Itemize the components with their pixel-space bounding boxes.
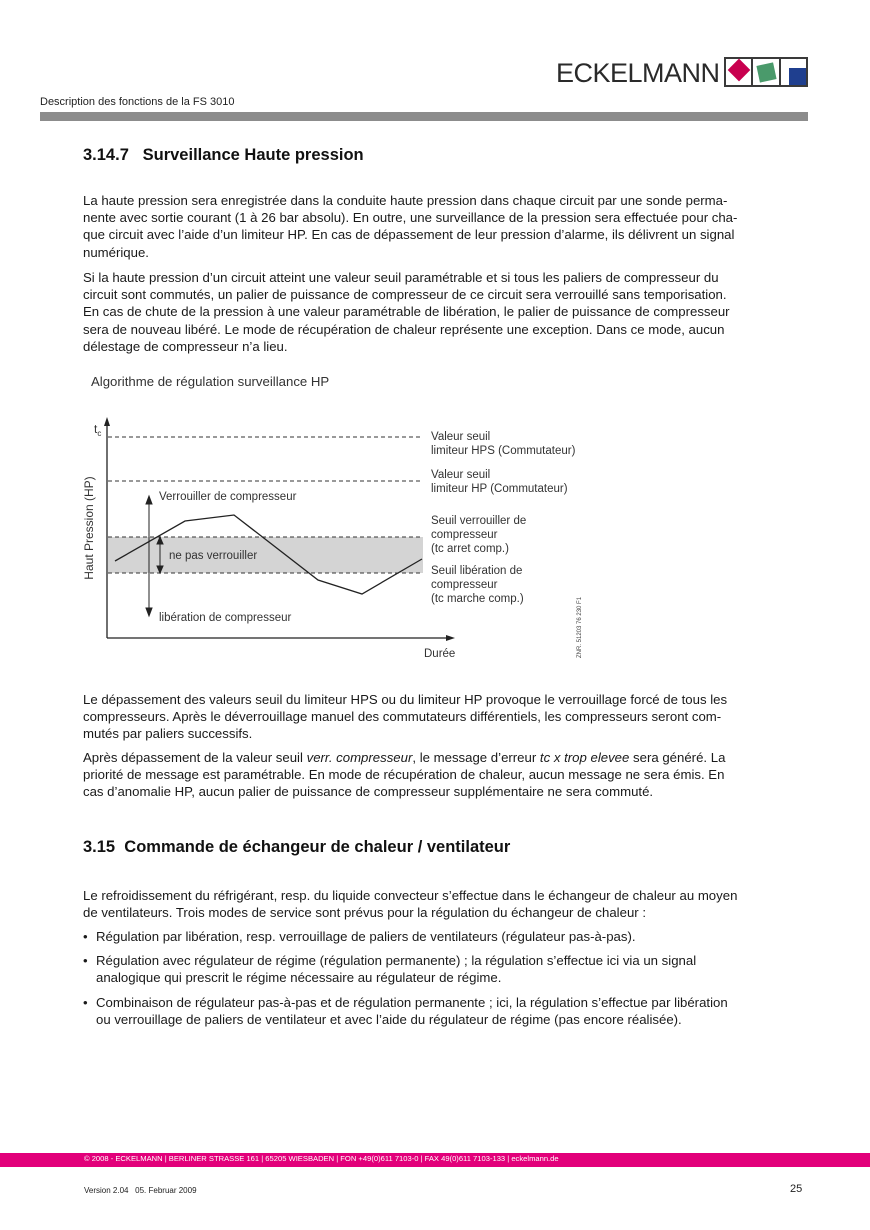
document-title: Description des fonctions de la FS 3010	[40, 96, 235, 108]
svg-text:limiteur HP (Commutateur): limiteur HP (Commutateur)	[431, 483, 568, 495]
threshold-labels	[431, 431, 576, 605]
svg-text:limiteur HPS (Commutateur): limiteur HPS (Commutateur)	[431, 445, 576, 457]
figure-caption: Algorithme de régulation surveillance HP	[91, 374, 330, 389]
figure-ref-code: ZNR. 51203 76 230 F1	[577, 596, 583, 658]
paragraph-line: En cas de chute de la pression à une valeur paramétrable de libération, le palier de puissance de compresseur	[83, 304, 730, 320]
release-compressor-label: libération de compresseur	[159, 612, 292, 624]
bullet-icon: •	[83, 929, 88, 944]
paragraph-line: sera de nouveau libéré. Le mode de récupération de chaleur représente une exception. Dans ce mode, aucun	[83, 321, 725, 337]
emphasis-error-message: tc x trop elevee	[539, 750, 630, 765]
bullet-icon: •	[83, 994, 88, 1010]
y-axis-label: Haut Pression (HP)	[82, 476, 96, 580]
brand-logo-text: ECKELMANN	[556, 58, 720, 88]
operating-modes-list	[83, 928, 811, 1035]
footer-bar	[0, 1153, 870, 1167]
x-axis-arrow-icon	[446, 635, 455, 641]
section-heading-3-15: 3.15 Commande de échangeur de chaleur / ventilateur	[83, 838, 511, 856]
paragraph-line: circuit sont commutés, un palier de puissance de compresseur de ce circuit sera verrouillé sans temporisation.	[83, 287, 727, 303]
paragraph-line: de ventilateurs. Trois modes de service sont prévus pour la régulation du échangeur de chaleur :	[83, 905, 646, 921]
page-number: 25	[790, 1183, 803, 1195]
axes	[104, 417, 455, 641]
section-3-15-intro	[83, 887, 811, 921]
paragraph-line: compresseurs. Après le déverrouillage manuel des commutateurs différentiels, les compresseurs seront com-	[83, 709, 722, 725]
emphasis-threshold-name: verr. compresseur	[306, 750, 413, 765]
y-axis-arrow-icon	[104, 417, 110, 426]
x-axis-label: Durée	[424, 648, 456, 660]
svg-text:(tc marche comp.): (tc marche comp.)	[431, 593, 524, 605]
svg-text:(tc arret comp.): (tc arret comp.)	[431, 543, 509, 555]
svg-text:compresseur: compresseur	[431, 529, 498, 541]
threshold-label-hp: Valeur seuil	[431, 469, 491, 481]
section-heading-3-14-7: 3.14.7 Surveillance Haute pression	[83, 146, 364, 164]
threshold-label-lock: Seuil verrouiller de	[431, 515, 527, 527]
no-lock-label: ne pas verrouiller	[169, 550, 258, 562]
paragraph-line: Après dépassement de la valeur seuil verr. compresseur, le message d’erreur tc x trop elevee sera généré. La	[83, 750, 726, 765]
paragraph-line: que circuit avec l’aide d’un limiteur HP. En cas de dépassement de leur pression d’alarme, ils délivrent un signal	[83, 227, 735, 243]
threshold-label-release: Seuil libération de	[431, 565, 523, 577]
y-axis-symbol: $t_c$	[94, 422, 102, 438]
paragraph-line: La haute pression sera enregistrée dans la conduite haute pression dans chaque circuit par une sonde perma-	[83, 193, 728, 208]
paragraph-line: mutés par paliers successifs.	[83, 726, 253, 742]
lock-compressor-label: Verrouiller de compresseur	[159, 491, 297, 503]
svg-text:compresseur: compresseur	[431, 579, 498, 591]
paragraph-line: numérique.	[83, 244, 149, 260]
list-item: • Régulation par libération, resp. verrouillage de paliers de ventilateurs (régulateur pas-à-pas).	[83, 929, 636, 944]
footer-address: © 2008 - ECKELMANN | BERLINER STRASSE 161 | 65205 WIESBADEN | FON +49(0)611 7103-0 | FAX 49(0)611 7103-133 | eckelmann.de	[84, 1154, 559, 1163]
bullet-icon: •	[83, 953, 88, 969]
paragraph-line: Le dépassement des valeurs seuil du limiteur HPS ou du limiteur HP provoque le verrouillage forcé de tous les	[83, 692, 728, 707]
paragraph-line: cas d’anomalie HP, aucun palier de puissance de compresseur supplémentaire ne sera commuté.	[83, 784, 654, 800]
list-item: • Régulation avec régulateur de régime (régulation permanente) ; la régulation s’effectue ici via un signal analogique qui prescrit le régime nécessaire au régulateur de régime.	[83, 953, 697, 986]
paragraph-line: Si la haute pression d’un circuit atteint une valeur seuil paramétrable et si tous les paliers de compresseur du	[83, 270, 719, 285]
paragraph-line: nente avec sortie courant (1 à 26 bar absolu). En outre, une surveillance de la pression sera effectuée pour cha-	[83, 210, 738, 226]
arrow-up-icon	[146, 496, 152, 504]
arrow-down-icon	[146, 608, 152, 616]
paragraph-line: délestage de compresseur n’a lieu.	[83, 338, 288, 354]
version-info: Version 2.04 05. Februar 2009	[84, 1186, 197, 1195]
threshold-label-hps: Valeur seuil	[431, 431, 491, 443]
list-item: • Combinaison de régulateur pas-à-pas et de régulation permanente ; ici, la régulation s’effectue par libération ou verrouillage de paliers de ventilateur et avec l’aide du régulateur de régime (pas encore réalisée).	[83, 994, 728, 1027]
paragraph-line: Le refroidissement du réfrigérant, resp. du liquide convecteur s’effectue dans le échangeur de chaleur au moyen	[83, 888, 738, 903]
no-lock-band	[108, 537, 423, 573]
paragraph-3	[83, 691, 811, 743]
paragraph-4	[83, 749, 811, 801]
paragraph-line: priorité de message est paramétrable. En mode de récupération de chaleur, aucun message ne sera émis. En	[83, 767, 725, 783]
